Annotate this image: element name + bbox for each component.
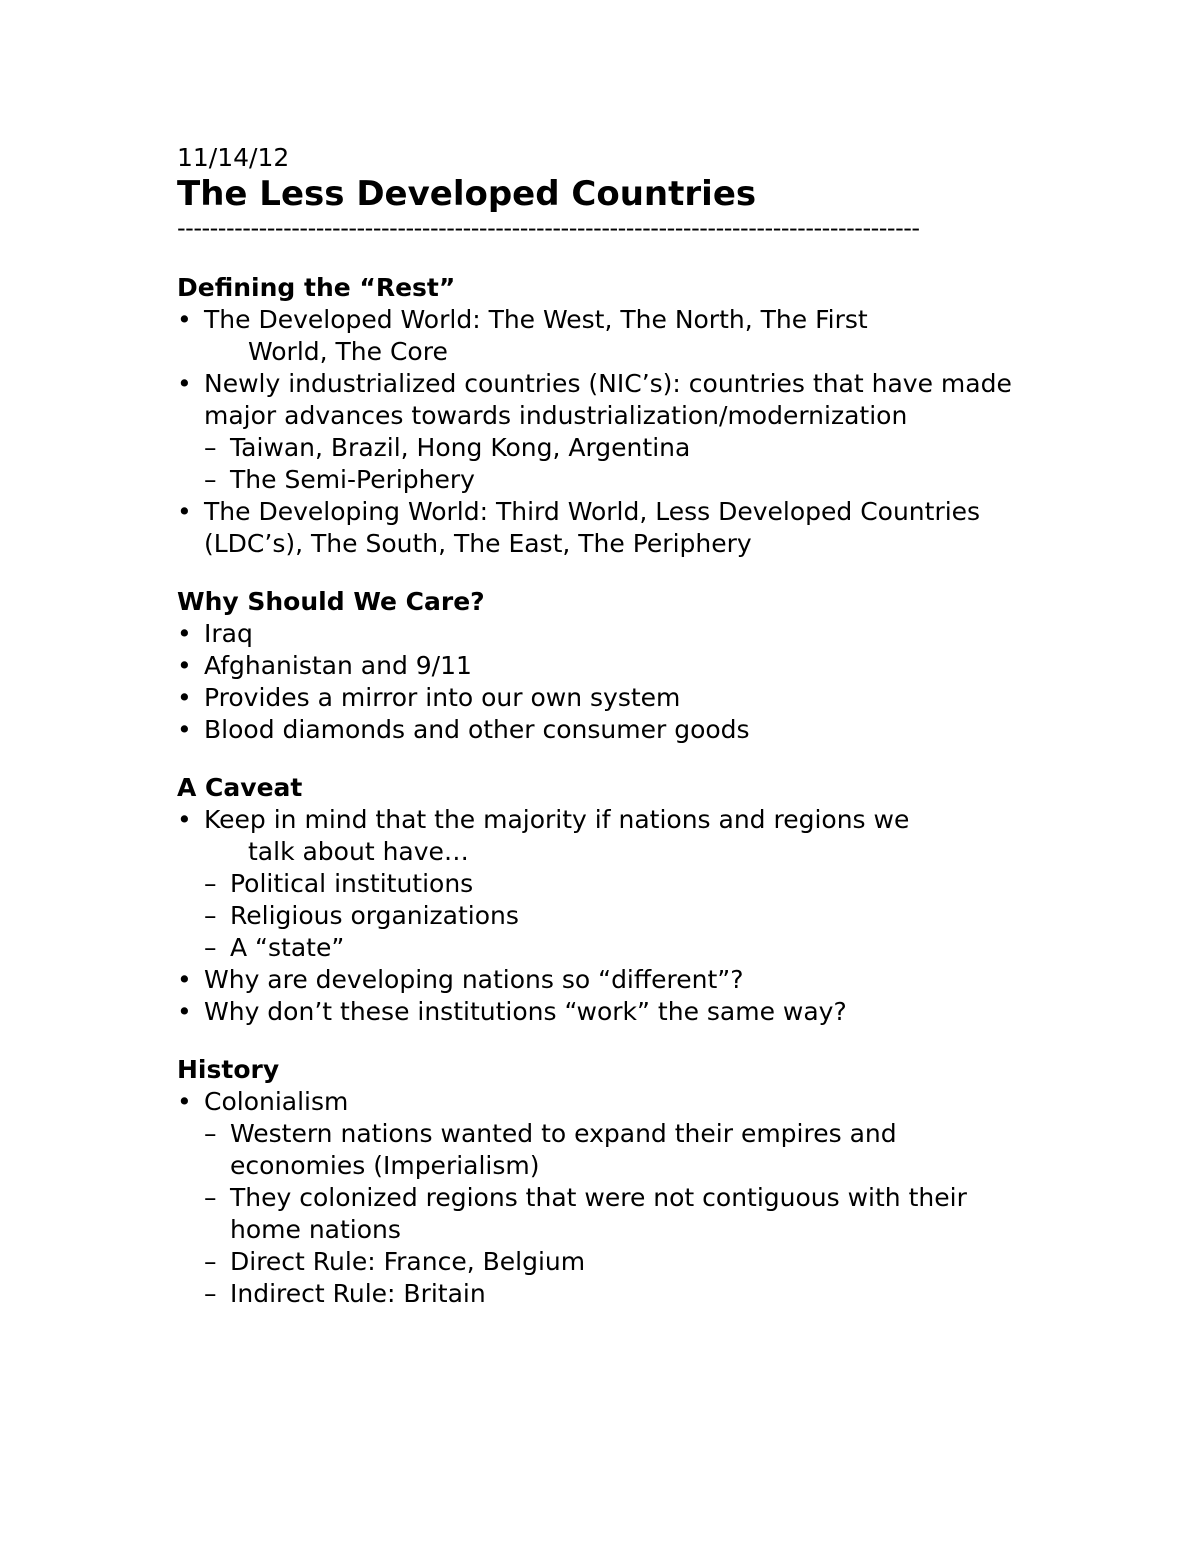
dash-icon: – [204, 433, 217, 462]
bullet-text: Keep in mind that the majority if nations and regions we [204, 805, 910, 834]
bullet-text: The Semi-Periphery [230, 465, 475, 494]
bullet-dot-icon: • [177, 997, 192, 1026]
bullet-text: Colonialism [204, 1087, 349, 1116]
bullet-text: Iraq [204, 619, 253, 648]
section-heading: Defining the “Rest” [177, 273, 456, 302]
bullet-dot-icon: • [177, 369, 192, 398]
bullet-text: The Developed World: The West, The North, The First [204, 305, 868, 334]
bullet-item [177, 1086, 1037, 1118]
sub-bullet-item [177, 1278, 1037, 1310]
bullet-dot-icon: • [177, 1087, 192, 1116]
bullet-dot-icon: • [177, 305, 192, 334]
bullet-item [177, 714, 1037, 746]
bullet-item [177, 996, 1037, 1028]
bullet-text: Why don’t these institutions “work” the same way? [204, 997, 847, 1026]
bullet-text: Afghanistan and 9/11 [204, 651, 472, 680]
dash-icon: – [204, 1119, 217, 1148]
lecture-date: 11/14/12 [177, 143, 290, 172]
bullet-text: Political institutions [230, 869, 474, 898]
bullet-text: The Developing World: Third World, Less Developed Countries (LDC’s), The South, The East, The Periphery [204, 497, 981, 558]
bullet-item [177, 496, 1037, 560]
bullet-text: World, The Core [248, 337, 448, 366]
bullet-text: Taiwan, Brazil, Hong Kong, Argentina [230, 433, 691, 462]
dash-icon: – [204, 933, 217, 962]
bullet-dot-icon: • [177, 805, 192, 834]
section-heading: History [177, 1055, 280, 1084]
bullet-text: Indirect Rule: Britain [230, 1279, 486, 1308]
bullet-list [177, 304, 1037, 560]
bullet-text: Western nations wanted to expand their empires and economies (Imperialism) [230, 1119, 897, 1180]
dash-icon: – [204, 1247, 217, 1276]
document-title: The Less Developed Countries [177, 174, 757, 214]
bullet-list [177, 1086, 1037, 1310]
bullet-text: Provides a mirror into our own system [204, 683, 681, 712]
bullet-item [177, 682, 1037, 714]
sections-container [177, 272, 1037, 1310]
bullet-list [177, 804, 1037, 1028]
bullet-text: Why are developing nations so “different”? [204, 965, 744, 994]
bullet-dot-icon: • [177, 651, 192, 680]
bullet-dot-icon: • [177, 715, 192, 744]
dash-icon: – [204, 901, 217, 930]
dash-icon: – [204, 869, 217, 898]
sub-bullet-item [177, 464, 1037, 496]
bullet-item [177, 964, 1037, 996]
sub-bullet-item [177, 900, 1037, 932]
bullet-text: Blood diamonds and other consumer goods [204, 715, 750, 744]
bullet-text: talk about have… [248, 837, 469, 866]
section [177, 1054, 1037, 1310]
dash-icon: – [204, 1183, 217, 1212]
sub-bullet-item [177, 868, 1037, 900]
section [177, 272, 1037, 560]
bullet-item [177, 368, 1037, 432]
divider-rule: ------------------------------------------------------------------------------------------- [177, 214, 920, 242]
bullet-text: Religious organizations [230, 901, 519, 930]
bullet-text: A “state” [230, 933, 345, 962]
dash-icon: – [204, 465, 217, 494]
sub-bullet-item [177, 1246, 1037, 1278]
bullet-item [177, 304, 1037, 368]
sub-bullet-item [177, 432, 1037, 464]
sub-bullet-item [177, 1182, 1037, 1246]
sub-bullet-item [177, 1118, 1037, 1182]
section-heading: A Caveat [177, 773, 303, 802]
bullet-item [177, 618, 1037, 650]
bullet-text: Direct Rule: France, Belgium [230, 1247, 586, 1276]
bullet-dot-icon: • [177, 619, 192, 648]
section-heading: Why Should We Care? [177, 587, 485, 616]
bullet-text: They colonized regions that were not contiguous with their home nations [230, 1183, 967, 1244]
sub-bullet-item [177, 932, 1037, 964]
dash-icon: – [204, 1279, 217, 1308]
bullet-item [177, 650, 1037, 682]
bullet-list [177, 618, 1037, 746]
section [177, 586, 1037, 746]
bullet-dot-icon: • [177, 965, 192, 994]
bullet-text: Newly industrialized countries (NIC’s): countries that have made major advances towards industrialization/modernization [204, 369, 1012, 430]
bullet-item [177, 804, 1037, 868]
bullet-dot-icon: • [177, 497, 192, 526]
bullet-dot-icon: • [177, 683, 192, 712]
section [177, 772, 1037, 1028]
document-content [177, 142, 1037, 1310]
